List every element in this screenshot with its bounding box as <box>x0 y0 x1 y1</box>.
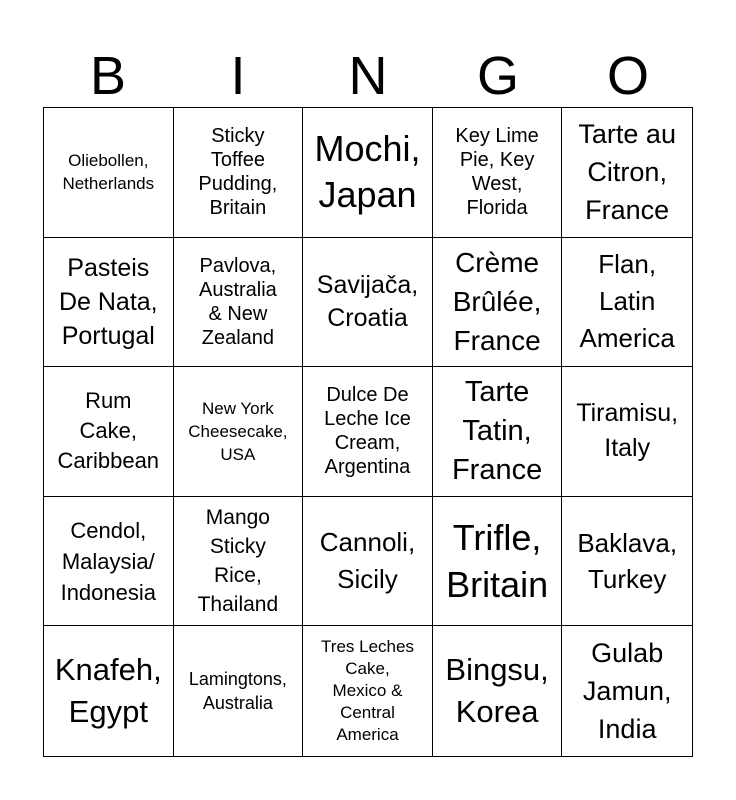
header-letter-n: N <box>348 46 388 106</box>
header-letter-g: G <box>476 46 519 106</box>
bingo-cell-r1-c1[interactable]: Oliebollen, Netherlands <box>44 108 174 238</box>
bingo-board <box>43 107 693 757</box>
bingo-cell-r1-c4[interactable]: Key Lime Pie, Key West, Florida <box>433 108 563 238</box>
bingo-cell-r4-c2[interactable]: Mango Sticky Rice, Thailand <box>174 497 304 627</box>
bingo-cell-r2-c5[interactable]: Flan, Latin America <box>562 238 692 368</box>
bingo-cell-r5-c4[interactable]: Bingsu, Korea <box>433 626 563 756</box>
bingo-cell-r1-c5[interactable]: Tarte au Citron, France <box>562 108 692 238</box>
bingo-cell-r3-c3[interactable]: Dulce De Leche Ice Cream, Argentina <box>303 367 433 497</box>
bingo-cell-r4-c5[interactable]: Baklava, Turkey <box>562 497 692 627</box>
header-letter-o: O <box>606 46 649 106</box>
bingo-cell-r5-c1[interactable]: Knafeh, Egypt <box>44 626 174 756</box>
bingo-cell-r2-c3[interactable]: Savijača, Croatia <box>303 238 433 368</box>
bingo-cell-r2-c2[interactable]: Pavlova, Australia & New Zealand <box>174 238 304 368</box>
bingo-cell-r5-c5[interactable]: Gulab Jamun, India <box>582 638 672 745</box>
header-letter-b: B <box>89 46 127 106</box>
bingo-cell-r3-c4[interactable]: Tarte Tatin, France <box>433 367 563 497</box>
bingo-cell-r5-c2[interactable]: Lamingtons, Australia <box>174 626 304 756</box>
bingo-cell-r1-c2[interactable]: Sticky Toffee Pudding, Britain <box>174 108 304 238</box>
bingo-cell-r5-c3[interactable]: Tres Leches Cake, Mexico & Central America <box>303 626 433 756</box>
bingo-cell-r2-c4[interactable]: Crème Brûlée, France <box>433 238 563 368</box>
bingo-cell-r2-c1[interactable]: Pasteis De Nata, Portugal <box>44 238 174 368</box>
header-letter-i: I <box>230 46 246 106</box>
bingo-cell-r4-c4[interactable]: Trifle, Britain <box>433 497 563 627</box>
bingo-cell-r3-c5[interactable]: Tiramisu, Italy <box>562 367 692 497</box>
bingo-cell-r4-c3[interactable]: Cannoli, Sicily <box>303 497 433 627</box>
bingo-cell-r4-c1[interactable]: Cendol, Malaysia/ Indonesia <box>44 497 174 627</box>
bingo-cell-r3-c1[interactable]: Rum Cake, Caribbean <box>44 367 174 497</box>
bingo-cell-r1-c3[interactable]: Mochi, Japan <box>303 108 433 238</box>
bingo-cell-r3-c2[interactable]: New York Cheesecake, USA <box>174 367 304 497</box>
bingo-header <box>43 44 693 108</box>
